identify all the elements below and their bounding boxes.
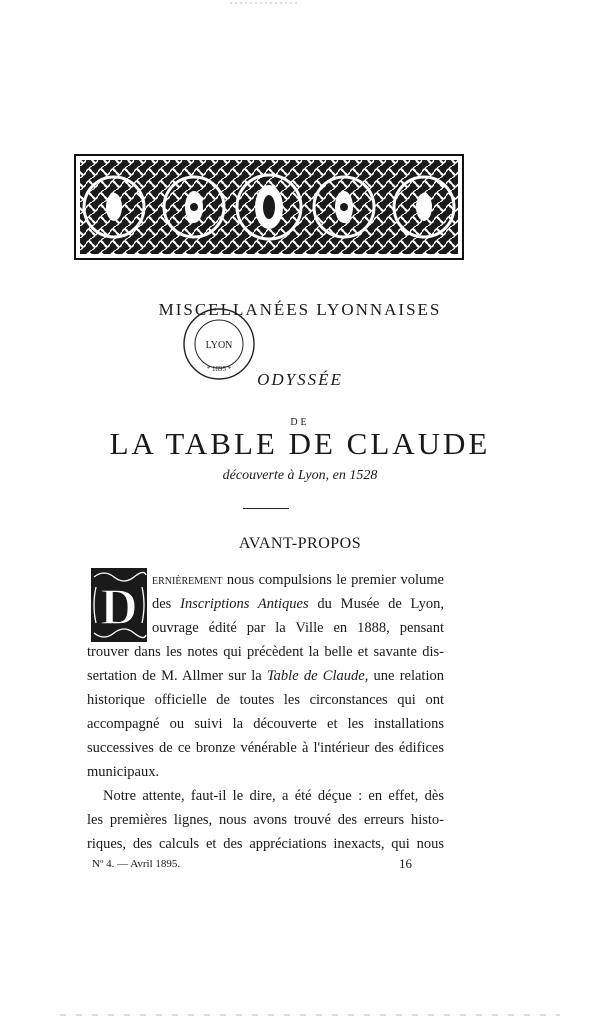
body-line-5 bbox=[87, 666, 444, 686]
drop-cap-initial bbox=[90, 567, 148, 643]
line-text: , une relation bbox=[364, 668, 444, 684]
opening-word: ernièrement bbox=[152, 572, 223, 588]
body-line-11: les premières lignes, nous avons trouvé des erreurs histo- bbox=[87, 812, 444, 828]
title-connector: DE bbox=[290, 417, 310, 428]
main-title: LA TABLE DE CLAUDE bbox=[109, 426, 491, 461]
italic-title: Table de Claude bbox=[266, 668, 365, 684]
italic-title: Inscriptions Antiques bbox=[180, 596, 309, 612]
section-heading: AVANT-PROPOS bbox=[238, 535, 362, 552]
issue-line: Nº 4. — Avril 1895. bbox=[92, 858, 181, 870]
line-text: nous compulsions le premier volume bbox=[222, 572, 444, 588]
title-prefix: ODYSSÉE bbox=[257, 370, 343, 389]
line-text: des bbox=[152, 596, 181, 612]
top-edge-marks bbox=[0, 0, 600, 6]
svg-text:D: D bbox=[100, 579, 138, 636]
signature-mark: 16 bbox=[399, 856, 412, 871]
bottom-edge-marks bbox=[0, 1012, 600, 1018]
body-line-2 bbox=[152, 594, 444, 614]
ornamental-headpiece bbox=[74, 154, 464, 260]
body-line-9: municipaux. bbox=[87, 764, 160, 780]
body-line-8: successives de ce bronze vénérable à l'intérieur des édifices bbox=[87, 740, 444, 756]
svg-text:LYON: LYON bbox=[205, 340, 233, 351]
body-line-12: riques, des calculs et des appréciations inexacts, qui nous bbox=[87, 836, 444, 852]
svg-text:* 1895 *: * 1895 * bbox=[206, 365, 232, 373]
title-rule bbox=[243, 508, 289, 509]
series-title: MISCELLANÉES LYONNAISES bbox=[158, 300, 442, 319]
body-line-7: accompagné ou suivi la découverte et les installations bbox=[87, 716, 444, 732]
body-line-6: historique officielle de toutes les circonstances qui ont bbox=[87, 692, 444, 708]
subtitle: découverte à Lyon, en 1528 bbox=[222, 468, 378, 483]
line-text: sertation de M. Allmer sur la bbox=[87, 668, 267, 684]
body-line-1 bbox=[152, 570, 444, 590]
line-text: du Musée de Lyon, bbox=[308, 596, 444, 612]
body-line-10: Notre attente, faut-il le dire, a été déçue : en effet, dès bbox=[103, 788, 444, 804]
body-line-3: ouvrage édité par la Ville en 1888, pensant bbox=[152, 620, 444, 636]
body-line-4: trouver dans les notes qui précèdent la belle et savante dis- bbox=[87, 644, 444, 660]
